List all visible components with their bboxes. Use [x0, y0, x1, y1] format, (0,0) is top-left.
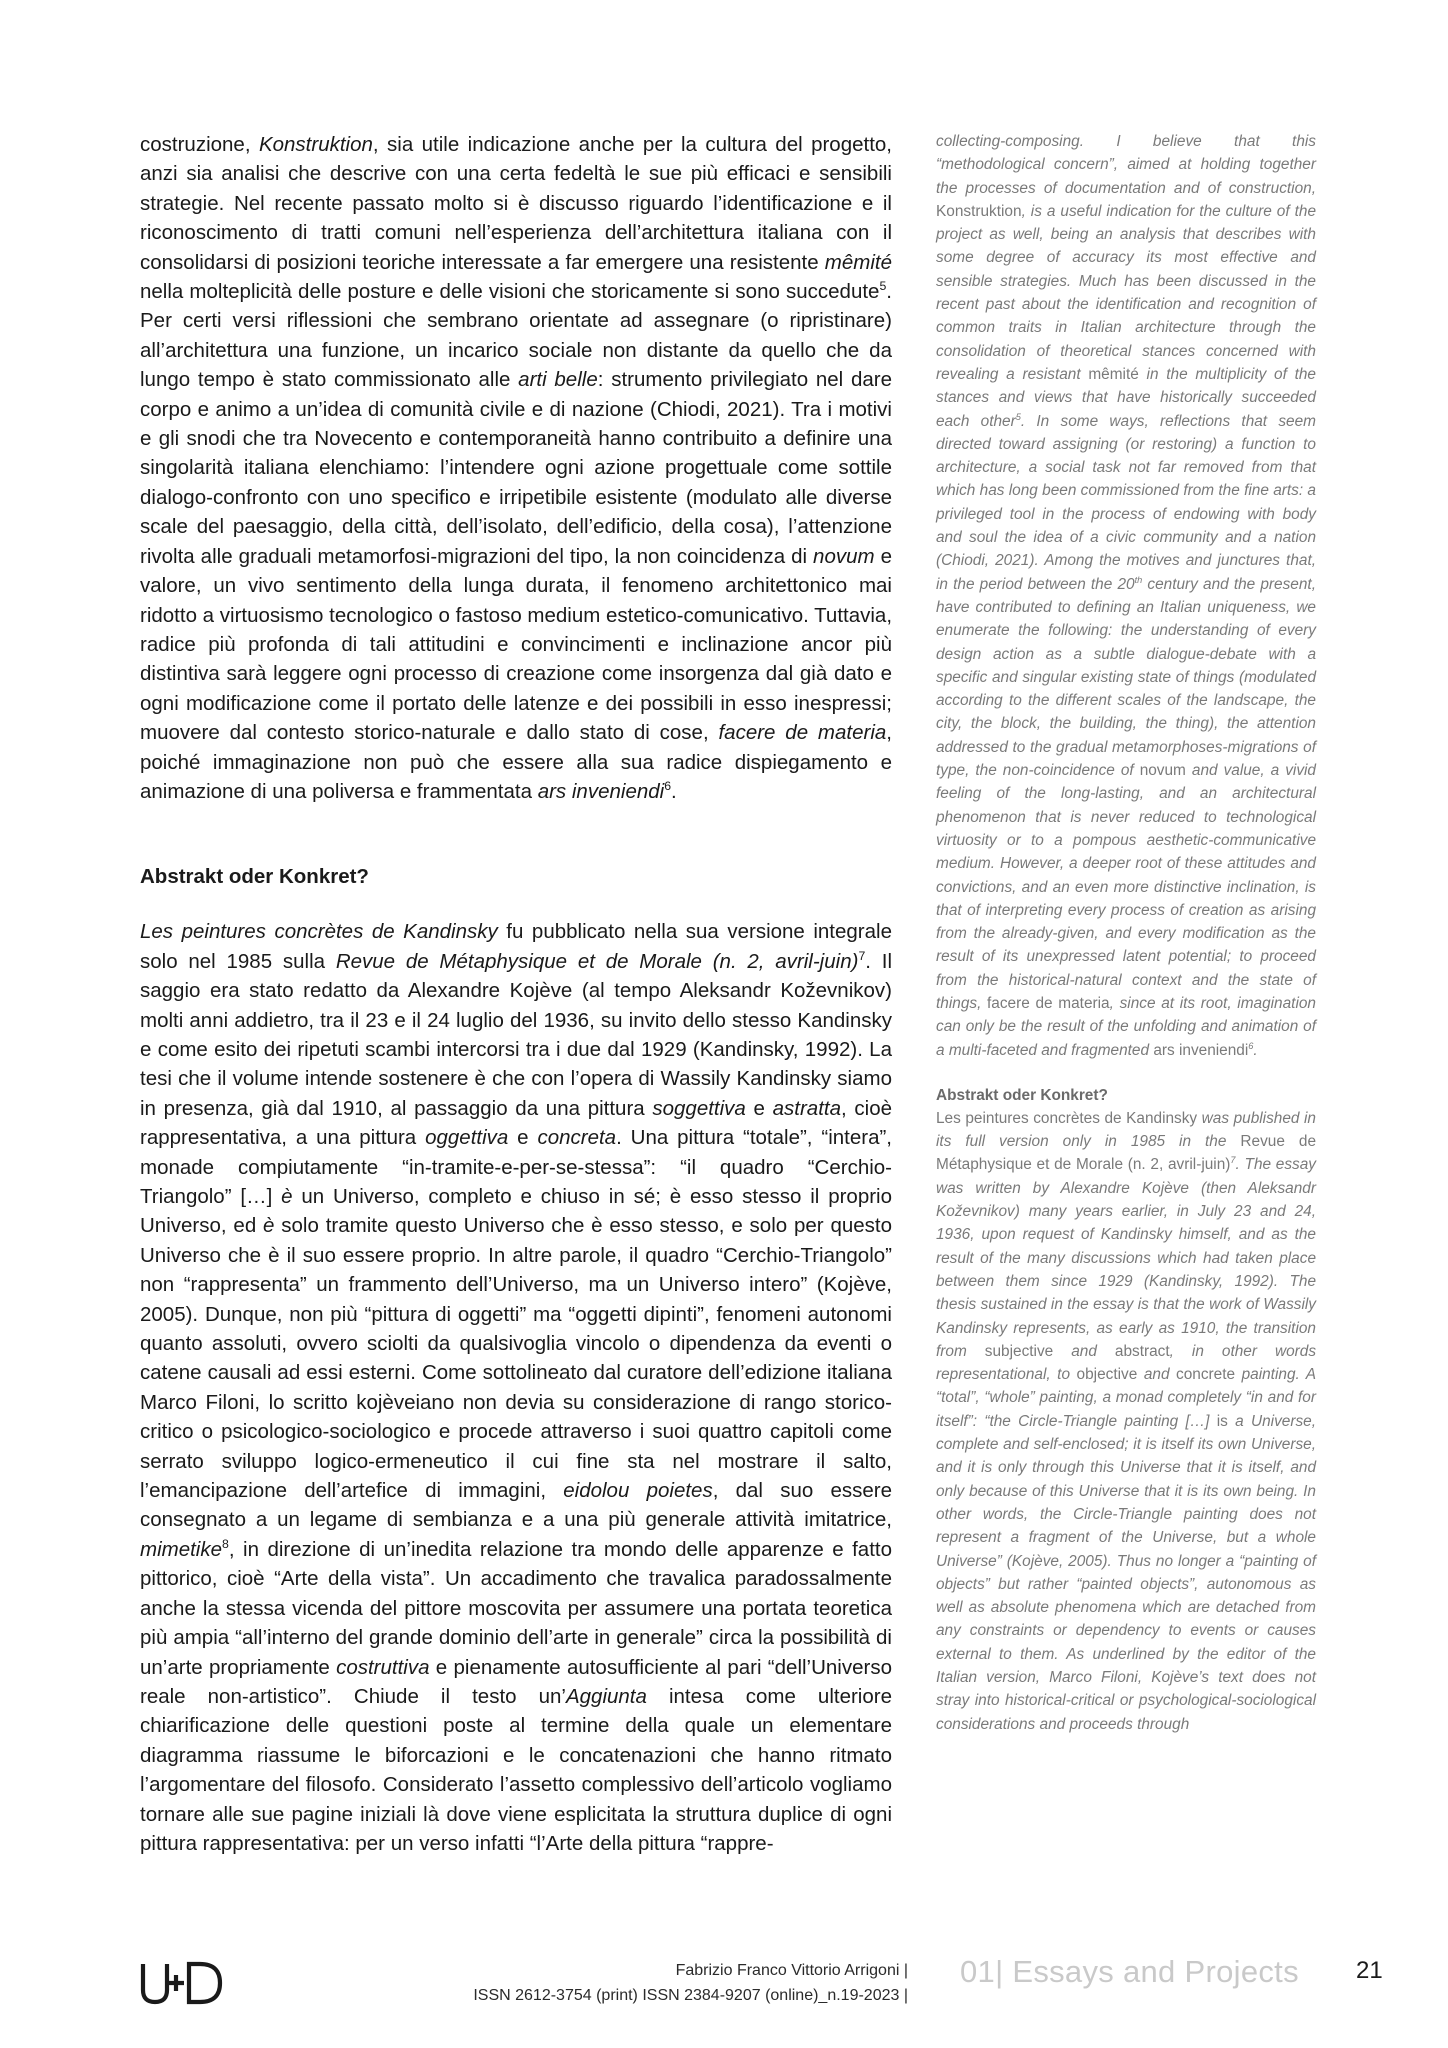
footer-citation — [420, 1958, 908, 2008]
text-run: painting. A “total”, “whole” painting, a monad completely “in and for itself”: “the Circle-Triangle painting […] — [936, 1366, 1316, 1430]
english-translation-column — [936, 130, 1316, 1736]
upright-term: subjective — [984, 1342, 1054, 1360]
footnote-ref: 5 — [1015, 411, 1021, 422]
text-run: , poiché immaginazione non può che essere alla sua radice dispiegamento e animazione di una poliversa e frammentata — [140, 721, 892, 803]
footer-issn: ISSN 2612-3754 (print) ISSN 2384-9207 (online)_n.19-2023 | — [473, 1987, 908, 2004]
text-run: century and the present, have contributed to defining an Italian uniqueness, we enumerate the following: the understanding of every design action as a subtle dialogue-debate with a specific and singular existing state of things (modulated according to the different scales of the landscape, the city, the block, the building, the thing), the attention addressed to the gradual metamorphoses-migrations of type, the non-coincidence of — [936, 575, 1316, 780]
italic-term: costruttiva — [336, 1655, 430, 1679]
italic-term: facere de materia — [718, 721, 887, 745]
text-run: . Per certi versi riflessioni che sembrano orientate ad assegnare (o ripristinare) all’architettura una funzione, un incarico sociale non distante da quello che da lungo tempo è stato commissionato alle — [140, 280, 892, 392]
text-run: , in other words representational, to — [936, 1342, 1317, 1384]
text-run: , in direzione di un’inedita relazione tra mondo delle apparenze e fatto pittorico, cioè “Arte della vista”. Un accadimento che travalica paradossalmente anche la stessa vicenda del pittore moscovita per assumere una portata teoretica più ampia “all’interno del grande dominio dell’arte in generale” circa la possibilità di un’arte propriamente — [140, 1537, 892, 1679]
upright-term: objective — [1076, 1366, 1138, 1384]
italic-term: novum — [813, 544, 875, 568]
text-run: . — [1253, 1041, 1258, 1059]
ud-logo-icon — [140, 1958, 226, 2008]
italian-text-column — [140, 130, 892, 1858]
text-run: e — [745, 1096, 773, 1120]
upright-term: Konstruktion — [936, 202, 1022, 220]
text-run: fu pubblicato nella sua versione integrale solo nel 1985 sulla — [140, 920, 892, 973]
footer-section-title: 01| Essays and Projects — [960, 1954, 1299, 1989]
italic-term: mêmité — [824, 250, 892, 274]
upright-term: facere de materia — [987, 994, 1110, 1012]
paragraph-2 — [140, 917, 892, 1858]
italic-term: Aggiunta — [565, 1684, 647, 1708]
footnote-ref: th — [1134, 574, 1143, 585]
italic-term: è — [263, 1214, 275, 1238]
footnote-ref: 5 — [879, 279, 887, 294]
italic-term: Konstruktion — [258, 133, 373, 156]
text-run: un Universo, completo e chiuso in sé; è esso stesso il proprio Universo, ed — [140, 1185, 893, 1238]
footnote-ref: 6 — [664, 779, 672, 794]
translation-paragraph-1 — [936, 130, 1316, 1062]
text-run: , cioè rappresentativa, a una pittura — [140, 1096, 892, 1150]
italic-term: Revue de Métaphysique et de Morale (n. 2, avril-juin) — [335, 949, 859, 973]
italic-term: oggettiva — [425, 1126, 509, 1150]
footnote-ref: 6 — [1248, 1040, 1254, 1051]
text-run: , sia utile indicazione anche per la cultura del progetto, anzi sia analisi che descrive con una certa fedeltà le sue più efficaci e sensibili strategie. Nel recente passato molto si è discusso riguardo l’identificazione e il riconoscimento di tratti comuni nell’esperienza dell’architettura italiana con il consolidarsi di posizioni teoriche interessate a far emergere una resistente — [140, 133, 892, 274]
text-run: , since at its root, imagination can only be the result of the unfolding and animation of a multi-faceted and fragmented — [936, 994, 1316, 1059]
upright-term: novum — [1139, 762, 1186, 780]
upright-term: abstract — [1114, 1342, 1170, 1360]
text-run: , is a useful indication for the culture of the project as well, being an analysis that describes with some degree of accuracy its most effective and sensible strategies. Much has been discussed in the recent past about the identification and recognition of common traits in Italian architecture through the consolidation of theoretical stances concerned with revealing a resistant — [936, 202, 1316, 383]
translation-paragraph-2 — [936, 1107, 1316, 1736]
section-heading: Abstrakt oder Konkret? — [140, 865, 369, 889]
italic-term: mimetike — [140, 1537, 223, 1561]
italic-term: è — [281, 1185, 293, 1208]
text-run: was published in its full version only in 1985 in the — [936, 1109, 1316, 1151]
footnote-ref: 7 — [1230, 1155, 1236, 1166]
upright-term: Les peintures concrètes de Kandinsky — [936, 1109, 1198, 1127]
italic-term: Les peintures concrètes de Kandinsky — [140, 920, 498, 944]
text-run: and value, a vivid feeling of the long-lasting, and an architectural phenomenon that is never reduced to technological virtuosity or to a pompous aesthetic-communicative medium. However, a deeper root of these attitudes and convictions, and an even more distinctive inclination, is that of interpreting every process of creation as arising from the already-given, and every modification as the result of its unexpressed latent potential; to proceed from the historical-natural context and the state of things, — [936, 762, 1316, 1012]
italic-term: concreta — [537, 1126, 617, 1150]
text-run: , dal suo essere consegnato a un legame di sembianza e a una più generale attività imitatrice, — [140, 1479, 892, 1532]
text-run: . Il saggio era stato redatto da Alexandre Kojève (al tempo Aleksandr Koževnikov) molti anni addietro, tra il 23 e il 24 luglio del 1936, su invito dello stesso Kandinsky e come esito dei ripetuti scambi intercorsi tra i due dal 1929 (Kandinsky, 1992). La tesi che il volume intende sostenere è che con l’opera di Wassily Kandinsky siamo in presenza, già dal 1910, al passaggio da una pittura — [140, 949, 892, 1120]
upright-term: mêmité — [1088, 365, 1139, 383]
footnote-ref: 7 — [858, 948, 866, 963]
upright-term: ars inveniendi — [1153, 1041, 1249, 1059]
text-run: . Una pittura “totale”, “intera”, monade compiutamente “in-tramite-e-per-se-stessa”: “il quadro “Cerchio-Triangolo” […] — [140, 1126, 892, 1208]
text-run: collecting-composing. I believe that this “methodological concern”, aimed at holding together the processes of documentation and of construction, — [936, 133, 1316, 197]
upright-term: Revue de Métaphysique et de Morale (n. 2, avril-juin) — [936, 1133, 1316, 1174]
text-run: a Universe, complete and self-enclosed; it is itself its own Universe, and it is only through this Universe that it is itself, and only because of this Universe that it is its own being. In other words, the Circle-Triangle painting does not represent a fragment of the Universe, but a whole Universe” (Kojève, 2005). Thus no longer a “painting of objects” but rather “painted objects”, autonomous as well as absolute phenomena which are detached from any constraints or dependency to events or causes external to them. As underlined by the editor of the Italian version, Marco Filoni, Kojève’s text does not stray into historical-critical or psychological-sociological considerations and proceeds through — [936, 1412, 1316, 1733]
text-run: . — [671, 779, 677, 803]
text-run: e — [508, 1126, 538, 1150]
translation-section-heading: Abstrakt oder Konkret? — [936, 1086, 1108, 1104]
text-run: e pienamente autosufficiente al pari “dell’Universo reale non-artistico”. Chiude il testo un’ — [140, 1655, 892, 1708]
text-run: nella molteplicità delle posture e delle visioni che storicamente si sono succedute — [140, 280, 880, 304]
text-run: : strumento privilegiato nel dare corpo e animo a un’idea di comunità civile e di nazione (Chiodi, 2021). Tra i motivi e gli snodi che tra Novecento e contemporaneità hanno contribuito a definire una singolarità italiana elenchiamo: l’intendere ogni azione progettuale come sottile dialogo-confronto con uno specifico e irripetibile esistente (modulato alle diverse scale del paesaggio, della città, dell’isolato, dell’edificio, della cosa), l’attenzione rivolta alle graduali metamorfosi-migrazioni del tipo, la non coincidenza di — [140, 368, 892, 568]
footer-author: Fabrizio Franco Vittorio Arrigoni | — [675, 1962, 908, 1979]
italic-term: astratta — [772, 1096, 841, 1120]
text-run: and — [1137, 1366, 1177, 1384]
text-run: intesa come ulteriore chiarificazione delle questioni poste al termine della quale un elementare diagramma riassume le biforcazioni e le concatenazioni che hanno ritmato l’argomentare del filosofo. Considerato l’assetto complessivo dell’articolo vogliamo tornare alle sue pagine iniziali là dove viene esplicitata la struttura duplice di ogni pittura rappresentativa: per un verso infatti “l’Arte della pittura “rappre- — [140, 1684, 892, 1855]
text-run: . In some ways, reflections that seem directed toward assigning (or restoring) a function to architecture, a social task not far removed from that which has long been commissioned from the fine arts: a privileged tool in the process of endowing with body and soul the idea of a civic community and a nation (Chiodi, 2021). Among the motives and junctures that, in the period between the 20 — [936, 412, 1316, 593]
paragraph-1 — [140, 130, 892, 806]
text-run: solo tramite questo Universo che è esso stesso, e solo per questo Universo che è il suo essere proprio. In altre parole, il quadro “Cerchio-Triangolo” non “rappresenta” un frammento dell’Universo, ma un Universo intero” (Kojève, 2005). Dunque, non più “pittura di oggetti” ma “oggetti dipinti”, fenomeni autonomi quanto assoluti, ovvero sciolti da qualsivoglia vincolo o dipendenza da eventi o catene causali ad essi esterni. Come sottolineato dal curatore dell’edizione italiana Marco Filoni, lo scritto kojèveiano non devia su considerazione di rango storico-critico o psicologico-sociologico e procede attraverso i suoi quattro capitoli come serrato sviluppo logico-ermeneutico il cui fine sta nel mostrare il salto, l’emancipazione dell’artefice di immagini, — [140, 1214, 892, 1503]
text-run: in the multiplicity of the stances and views that have historically succeeded each other — [936, 365, 1316, 430]
upright-term: is — [1216, 1412, 1228, 1430]
text-run: e valore, un vivo sentimento della lunga durata, il fenomeno architettonico mai ridotto a virtuosismo tecnologico o fastoso medium estetico-comunicativo. Tuttavia, radice più profonda di tali attitudini e convincimenti e inclinazione ancor più distintiva sarà leggere ogni processo di creazione come insorgenza dal già dato e ogni modificazione come il portato delle latenze e dei possibili in esso inespressi; muovere dal contesto storico-naturale e dallo stato di cose, — [140, 544, 893, 745]
journal-logo — [140, 1958, 226, 2008]
text-run: . The essay was written by Alexandre Kojève (then Aleksandr Koževnikov) many years earlier, in July 23 and 24, 1936, upon request of Kandinsky himself, and as the result of the many discussions which had taken place between them since 1929 (Kandinsky, 1992). The thesis sustained in the essay is that the work of Wassily Kandinsky represents, as early as 1910, the transition from — [936, 1156, 1316, 1360]
text-run: costruzione, — [140, 133, 259, 156]
page-number: 21 — [1356, 1957, 1383, 1984]
italic-term: eidolou poietes — [563, 1479, 713, 1503]
upright-term: concrete — [1176, 1366, 1236, 1384]
italic-term: arti belle — [518, 368, 598, 392]
italic-term: soggettiva — [652, 1096, 746, 1120]
footnote-ref: 8 — [222, 1537, 229, 1552]
italic-term: ars inveniendi — [537, 779, 665, 803]
text-run: and — [1053, 1342, 1115, 1360]
